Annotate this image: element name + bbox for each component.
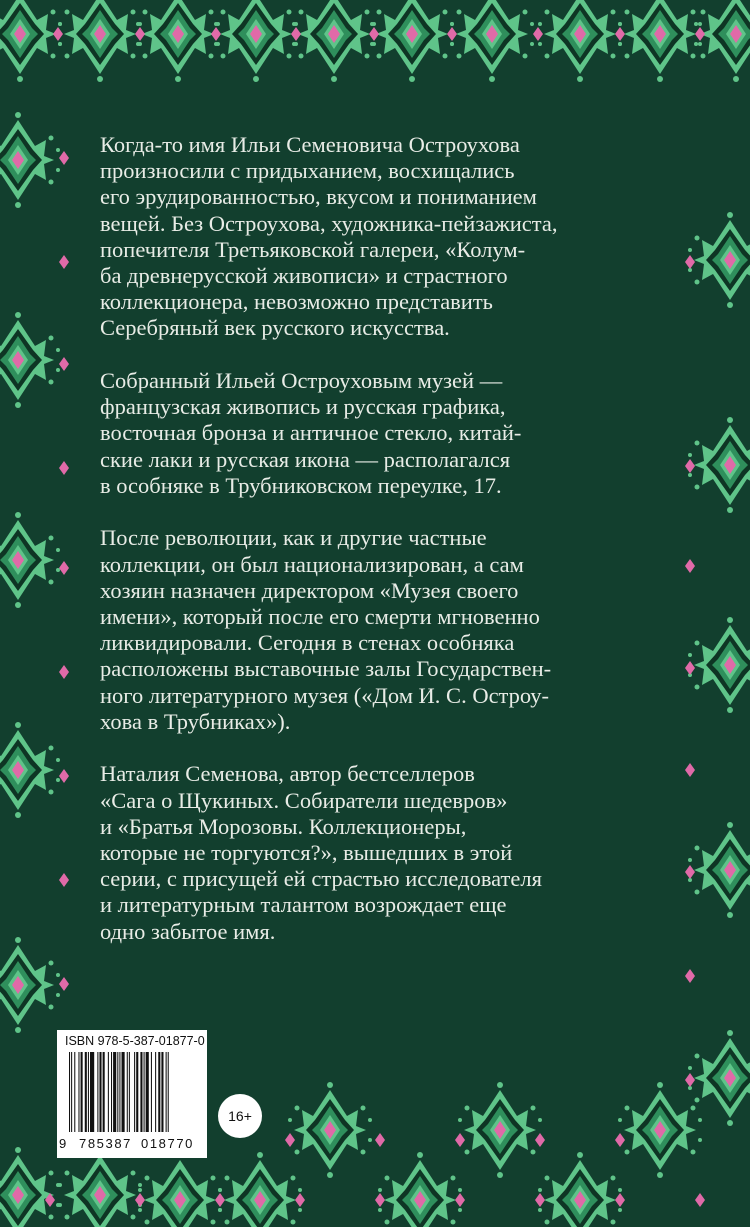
text-line: ного литературного музея («Дом И. С. Остроу- xyxy=(100,682,550,708)
text-line: одно забытое имя. xyxy=(100,918,276,944)
barcode-bar xyxy=(158,1052,160,1132)
barcode-bar xyxy=(88,1052,89,1132)
ornament-icon xyxy=(688,212,750,308)
pink-diamond-icon xyxy=(59,665,69,679)
text-line: имени», который после его смерти мгновенно xyxy=(100,604,540,630)
isbn-number: ISBN 978-5-387-01877-0 xyxy=(65,1034,205,1048)
ornament-icon xyxy=(694,0,750,82)
ornament-icon xyxy=(0,0,62,82)
barcode-bar xyxy=(85,1052,87,1132)
barcode-bar xyxy=(140,1052,142,1132)
pink-diamond-icon xyxy=(695,27,705,41)
text-line: ликвидировали. Сегодня в стенах особняка xyxy=(100,630,515,656)
age-rating-badge: 16+ xyxy=(218,1094,262,1138)
ornament-icon xyxy=(136,0,220,82)
pink-diamond-icon xyxy=(295,1193,305,1207)
pink-diamond-icon xyxy=(375,1193,385,1207)
pink-diamond-icon xyxy=(135,1193,145,1207)
barcode-bar xyxy=(111,1052,112,1132)
ornament-icon xyxy=(58,1147,142,1227)
ean-right-group: 018770 xyxy=(141,1136,194,1151)
ornament-icon xyxy=(618,0,702,82)
text-line: восточная бронза и античное стекло, китай- xyxy=(100,420,522,446)
text-line: Собранный Ильей Остроуховым музей — xyxy=(100,368,503,394)
pink-diamond-icon xyxy=(685,969,695,983)
pink-diamond-icon xyxy=(135,27,145,41)
paragraph-3 xyxy=(100,525,680,735)
ornament-icon xyxy=(58,0,142,82)
text-line: серии, с присущей ей страстью исследователя xyxy=(100,866,542,892)
isbn-barcode-label xyxy=(57,1030,207,1158)
pink-diamond-icon xyxy=(615,27,625,41)
pink-diamond-icon xyxy=(455,1133,465,1147)
barcode-icon xyxy=(67,1052,197,1134)
ornament-icon xyxy=(688,822,750,918)
pink-diamond-icon xyxy=(447,27,457,41)
text-line: После революции, как и другие частные xyxy=(100,525,487,551)
text-line: хозяин назначен директором «Музея своего xyxy=(100,577,519,603)
pink-diamond-icon xyxy=(615,1133,625,1147)
pink-diamond-icon xyxy=(285,1133,295,1147)
pink-diamond-icon xyxy=(455,1193,465,1207)
barcode-bar xyxy=(69,1052,70,1132)
barcode-bar xyxy=(103,1052,105,1132)
text-line: его эрудированностью, вкусом и пониманием xyxy=(100,184,537,210)
text-line: которые не торгуются?», вышедших в этой xyxy=(100,840,513,866)
text-line: Когда-то имя Ильи Семеновича Остроухова xyxy=(100,132,520,157)
barcode-bar xyxy=(168,1052,169,1132)
ornament-icon xyxy=(0,312,60,408)
pink-diamond-icon xyxy=(685,763,695,777)
annotation-text xyxy=(100,132,680,971)
pink-diamond-icon xyxy=(685,559,695,573)
pink-diamond-icon xyxy=(59,255,69,269)
pink-diamond-icon xyxy=(53,27,63,41)
text-line: попечителя Третьяковской галереи, «Колум- xyxy=(100,236,526,262)
pink-diamond-icon xyxy=(59,461,69,475)
barcode-bar xyxy=(146,1052,149,1132)
text-line: расположены выставочные залы Государствен- xyxy=(100,656,552,682)
barcode-bar xyxy=(74,1052,75,1132)
ornament-icon xyxy=(688,617,750,713)
barcode-bar xyxy=(90,1052,94,1132)
pink-diamond-icon xyxy=(59,357,69,371)
text-line: в особняке в Трубниковском переулке, 17. xyxy=(100,472,502,498)
text-line: французская живопись и русская графика, xyxy=(100,394,506,420)
pink-diamond-icon xyxy=(375,1133,385,1147)
ornament-icon xyxy=(688,417,750,513)
ornament-icon xyxy=(688,1030,750,1126)
paragraph-2 xyxy=(100,368,680,499)
pink-diamond-icon xyxy=(685,865,695,879)
ornament-icon xyxy=(214,0,298,82)
barcode-bar xyxy=(136,1052,138,1132)
ean-left-group: 785387 xyxy=(79,1136,132,1151)
paragraph-1 xyxy=(100,132,680,342)
barcode-bar xyxy=(81,1052,83,1132)
ornament-icon xyxy=(458,1082,542,1178)
ornament-icon xyxy=(288,1082,372,1178)
ornament-icon xyxy=(370,0,454,82)
paragraph-4 xyxy=(100,761,680,944)
text-line: и литературным талантом возрождает еще xyxy=(100,892,507,918)
pink-diamond-icon xyxy=(59,151,69,165)
barcode-bar xyxy=(134,1052,135,1132)
barcode-bar xyxy=(117,1052,118,1132)
ornament-icon xyxy=(378,1152,462,1227)
pink-diamond-icon xyxy=(59,561,69,575)
text-line: коллекционера, невозможно представить xyxy=(100,289,493,315)
ornament-icon xyxy=(138,1152,222,1227)
text-line: ба древнерусской живописи» и страстного xyxy=(100,263,508,289)
pink-diamond-icon xyxy=(369,27,379,41)
pink-diamond-icon xyxy=(615,1193,625,1207)
pink-diamond-icon xyxy=(535,1133,545,1147)
text-line: коллекции, он был национализирован, а сам xyxy=(100,551,524,577)
barcode-bar xyxy=(151,1052,152,1132)
ornament-icon xyxy=(218,1152,302,1227)
ornament-icon xyxy=(0,1147,60,1227)
pink-diamond-icon xyxy=(59,769,69,783)
ornament-icon xyxy=(450,0,534,82)
ornament-icon xyxy=(618,1082,702,1178)
barcode-bar xyxy=(122,1052,125,1132)
barcode-bar xyxy=(144,1052,145,1132)
text-line: произносили с придыханием, восхищались xyxy=(100,158,515,184)
pink-diamond-icon xyxy=(533,27,543,41)
barcode-bar xyxy=(129,1052,130,1132)
ornament-icon xyxy=(0,112,60,208)
pink-diamond-icon xyxy=(535,1193,545,1207)
pink-diamond-icon xyxy=(291,27,301,41)
barcode-bar xyxy=(78,1052,79,1132)
pink-diamond-icon xyxy=(211,27,221,41)
barcode-bar xyxy=(97,1052,98,1132)
barcode-bar xyxy=(127,1052,128,1132)
barcode-bar xyxy=(155,1052,156,1132)
barcode-bar xyxy=(108,1052,109,1132)
ornament-icon xyxy=(0,512,60,608)
barcode-bar xyxy=(119,1052,120,1132)
text-line: Наталия Семенова, автор бестселлеров xyxy=(100,761,475,787)
barcode-bar xyxy=(71,1052,72,1132)
text-line: «Сага о Щукиных. Собиратели шедевров» xyxy=(100,787,508,813)
pink-diamond-icon xyxy=(685,661,695,675)
ornament-icon xyxy=(538,1152,622,1227)
text-line: Серебряный век русского искусства. xyxy=(100,315,450,341)
pink-diamond-icon xyxy=(685,459,695,473)
ornament-icon xyxy=(0,722,60,818)
pink-diamond-icon xyxy=(215,1193,225,1207)
barcode-bar xyxy=(161,1052,163,1132)
ornament-icon xyxy=(0,937,60,1033)
text-line: хова в Трубниках»). xyxy=(100,708,291,734)
text-line: ские лаки и русская икона — располагался xyxy=(100,446,511,472)
ornament-icon xyxy=(292,0,376,82)
pink-diamond-icon xyxy=(59,977,69,991)
barcode-bar xyxy=(166,1052,167,1132)
pink-diamond-icon xyxy=(695,1193,705,1207)
pink-diamond-icon xyxy=(685,255,695,269)
pink-diamond-icon xyxy=(685,1073,695,1087)
text-line: вещей. Без Остроухова, художника-пейзажиста, xyxy=(100,210,558,236)
ornament-icon xyxy=(538,0,622,82)
pink-diamond-icon xyxy=(59,873,69,887)
ean-first-digit: 9 xyxy=(59,1136,67,1151)
text-line: и «Братья Морозовы. Коллекционеры, xyxy=(100,813,467,839)
barcode-bar xyxy=(113,1052,116,1132)
barcode-bar xyxy=(99,1052,101,1132)
